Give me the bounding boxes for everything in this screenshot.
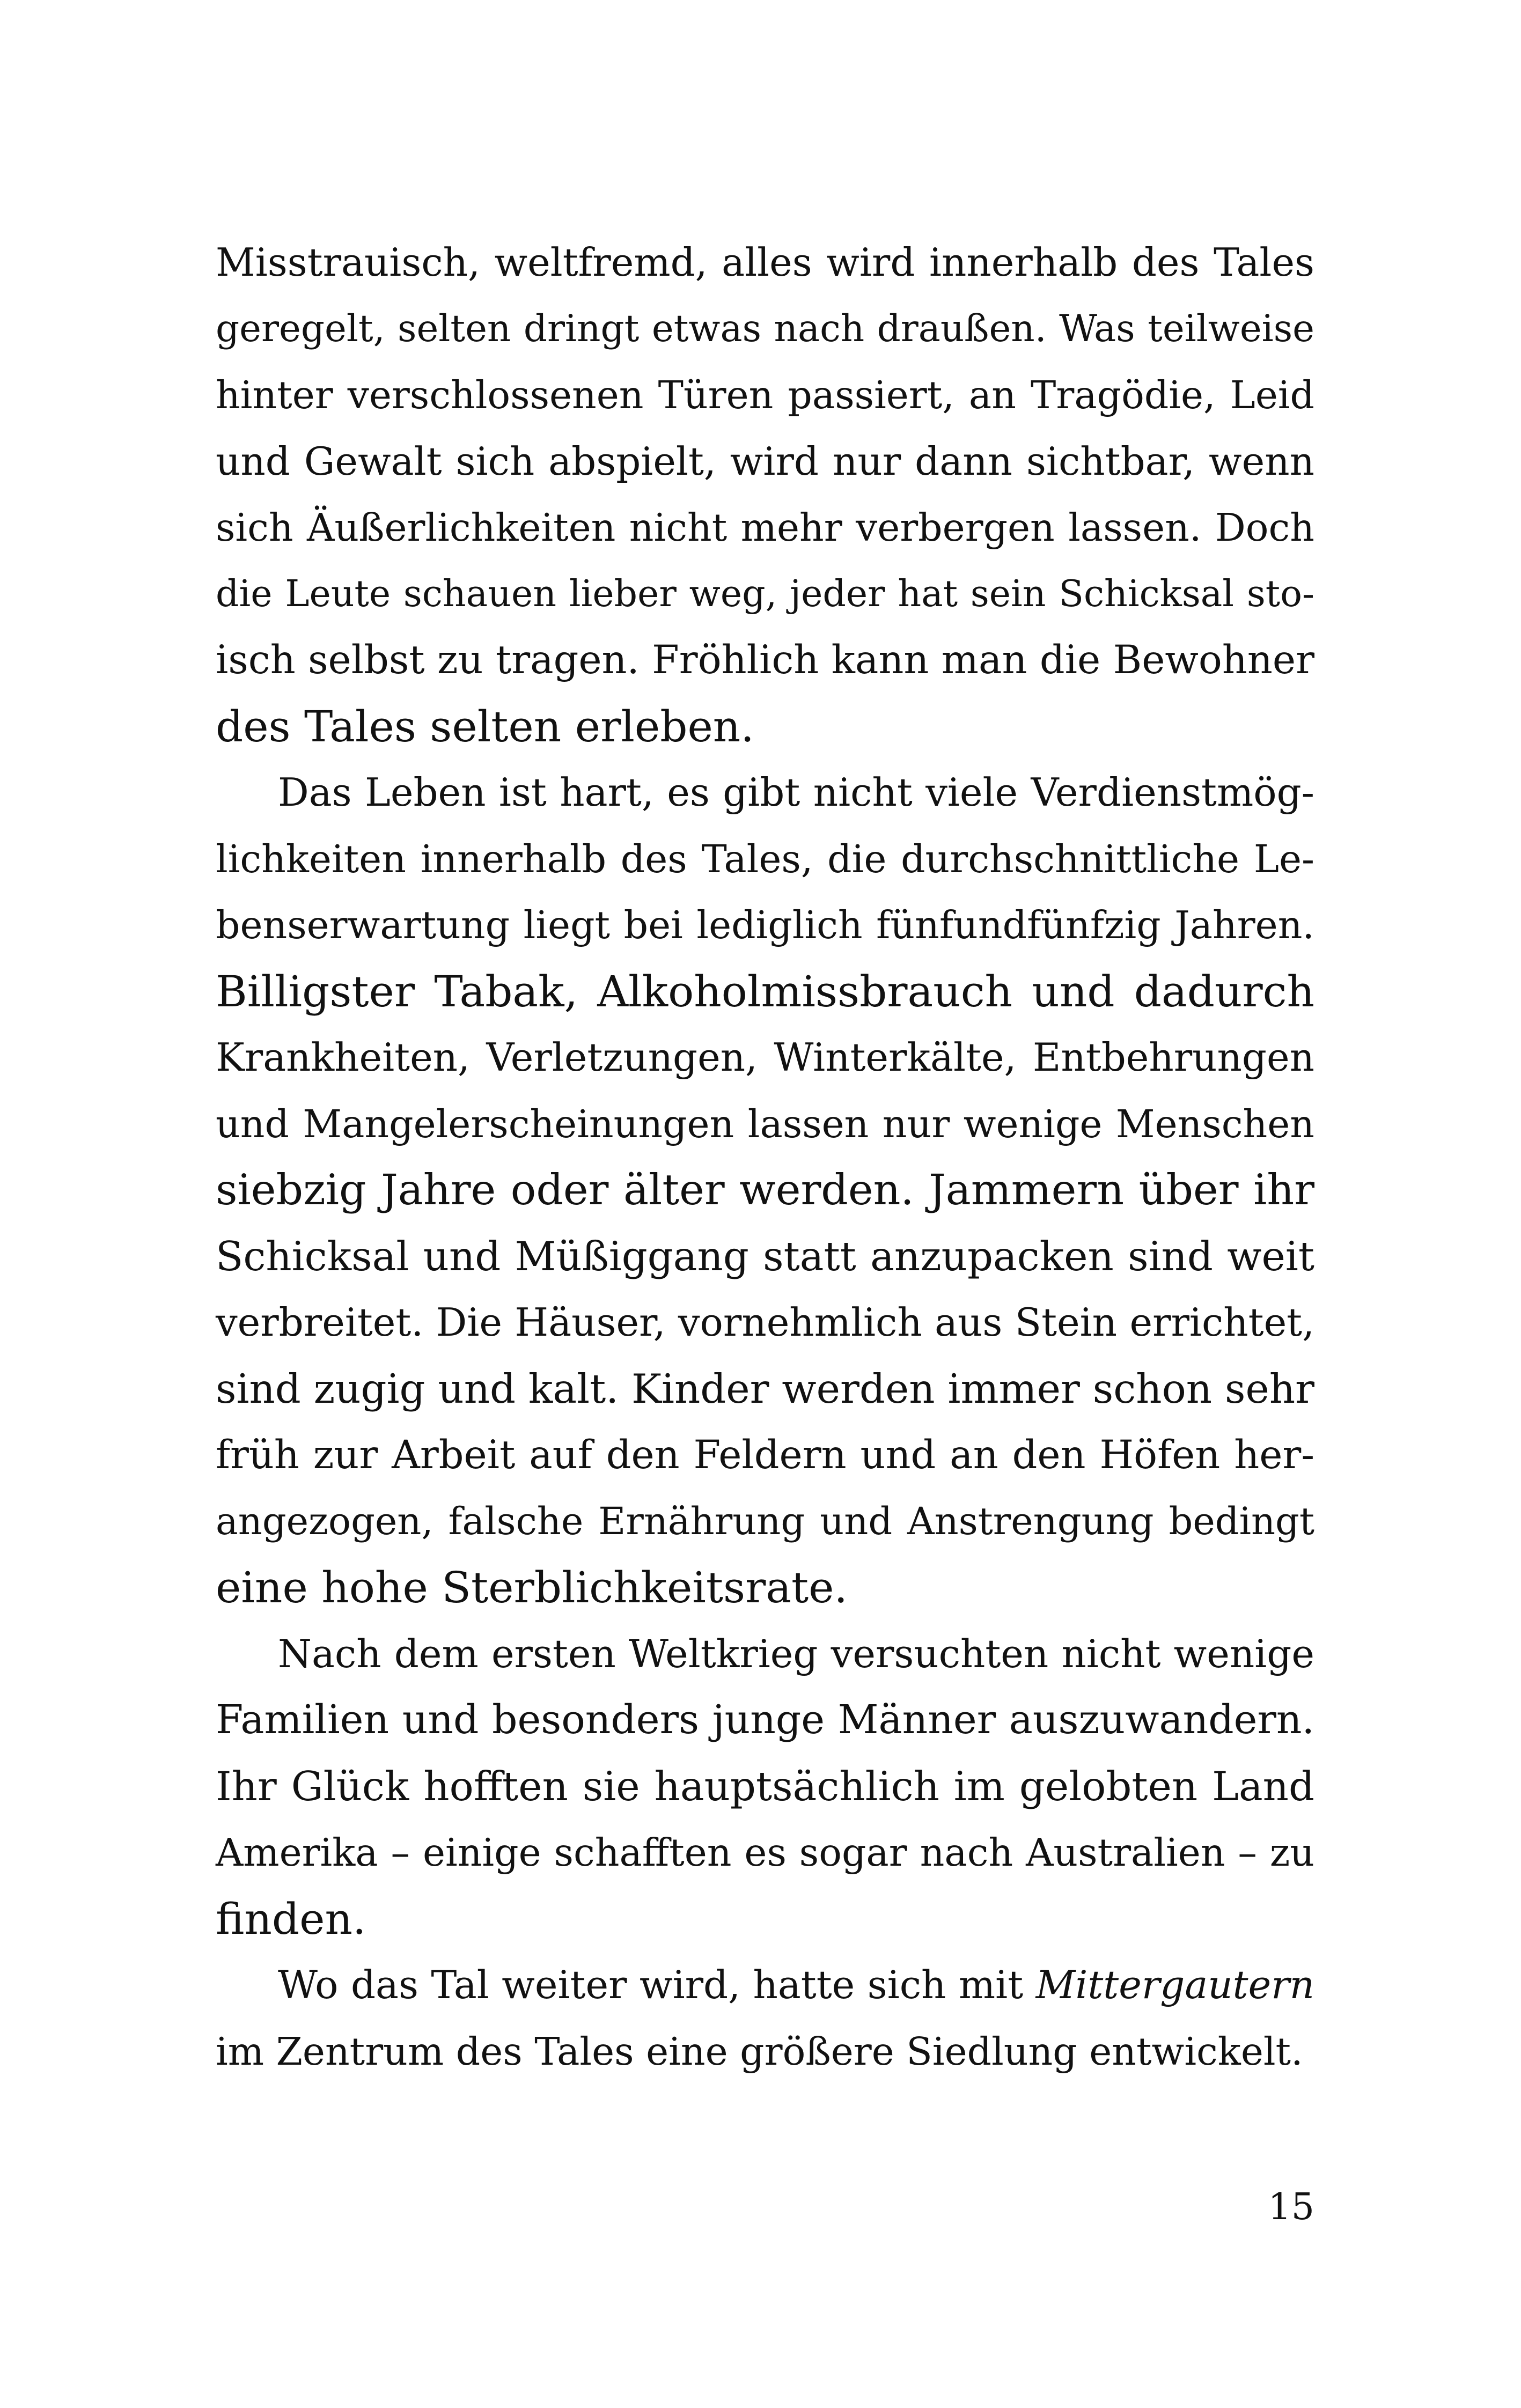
text-line: lichkeiten innerhalb des Tales, die durchschnittliche Le- xyxy=(216,836,1314,881)
text-line: sind zugig und kalt. Kinder werden immer schon sehr xyxy=(216,1365,1314,1412)
text-line: Krankheiten, Verletzungen, Winterkälte, Entbehrungen xyxy=(216,1035,1314,1080)
text-line: und Mangelerscheinungen lassen nur wenige Menschen xyxy=(216,1101,1314,1146)
page-number: 15 xyxy=(1268,2186,1314,2228)
text-line: des Tales selten erleben. xyxy=(216,701,754,752)
text-line: Amerika – einige schafften es sogar nach Australien – zu xyxy=(216,1830,1314,1875)
italic-place-name: Mittergautern xyxy=(1035,1962,1314,2007)
text-line: angezogen, falsche Ernährung und Anstrengung bedingt xyxy=(216,1499,1314,1543)
text-line: Ihr Glück hofften sie hauptsächlich im gelobten Land xyxy=(216,1762,1314,1810)
text-run: Wo das Tal weiter wird, hatte sich mit xyxy=(278,1962,1036,2007)
text-line: geregelt, selten dringt etwas nach draußen. Was teilweise xyxy=(216,307,1314,350)
text-line: im Zentrum des Tales eine größere Siedlung entwickelt. xyxy=(216,2029,1303,2074)
text-line: verbreitet. Die Häuser, vornehmlich aus Stein errichtet, xyxy=(216,1300,1314,1345)
text-line xyxy=(216,1952,1314,2019)
text-line: Das Leben ist hart, es gibt nicht viele Verdienstmög- xyxy=(278,770,1314,815)
text-line: Billigster Tabak, Alkoholmissbrauch und dadurch xyxy=(216,966,1314,1017)
text-line: finden. xyxy=(216,1894,366,1944)
text-line: eine hohe Sterblichkeitsrate. xyxy=(216,1563,848,1612)
text-line: Schicksal und Müßiggang statt anzupacken sind weit xyxy=(216,1232,1314,1280)
text-line: und Gewalt sich abspielt, wird nur dann sichtbar, wenn xyxy=(216,438,1314,484)
text-line: hinter verschlossenen Türen passiert, an Tragödie, Leid xyxy=(216,373,1314,417)
text-line: Misstrauisch, weltfremd, alles wird innerhalb des Tales xyxy=(216,240,1314,285)
text-line: Familien und besonders junge Männer auszuwandern. xyxy=(216,1697,1314,1743)
text-line: Nach dem ersten Weltkrieg versuchten nicht wenige xyxy=(278,1631,1314,1676)
text-line: siebzig Jahre oder älter werden. Jammern über ihr xyxy=(216,1165,1314,1214)
text-line: früh zur Arbeit auf den Feldern und an den Höfen her- xyxy=(216,1432,1314,1478)
text-line: sich Äußerlichkeiten nicht mehr verbergen lassen. Doch xyxy=(216,505,1314,550)
body-text xyxy=(216,230,1314,2085)
text-line: die Leute schauen lieber weg, jeder hat sein Schicksal sto- xyxy=(216,572,1314,615)
text-line: benserwartung liegt bei lediglich fünfundfünfzig Jahren. xyxy=(216,903,1314,947)
text-line: isch selbst zu tragen. Fröhlich kann man die Bewohner xyxy=(216,637,1314,683)
